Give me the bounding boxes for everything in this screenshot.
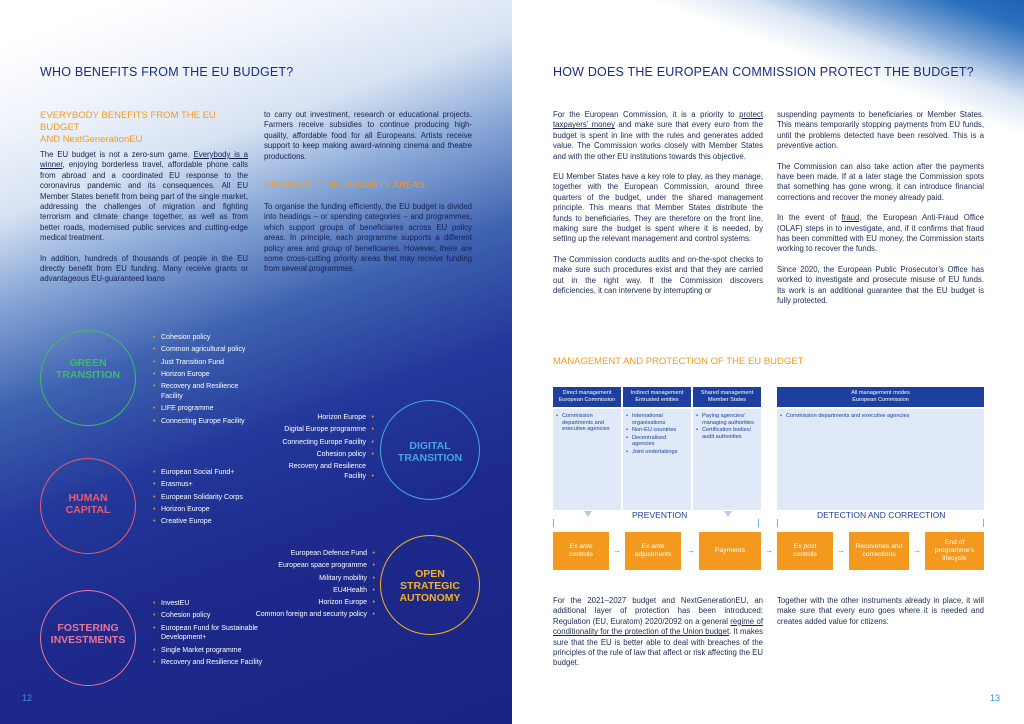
green-transition-title: GREEN TRANSITION: [55, 357, 121, 381]
protect-taxpayers-link[interactable]: protect taxpayers’ money: [553, 110, 763, 130]
list-item: • Common agricultural policy: [153, 345, 258, 355]
list-item: • European Solidarity Corps: [153, 493, 258, 503]
list-item: • Single Market programme: [153, 646, 283, 656]
prevention-bracket: [553, 519, 759, 527]
list-item: Common foreign and security policy •: [255, 610, 375, 620]
right-arrow-icon: →: [687, 546, 695, 555]
page-number-left: 12: [22, 693, 33, 703]
list-item: Recovery and Resilience Facility •: [282, 462, 374, 482]
left-column-1: [40, 110, 248, 285]
list-item: • European Social Fund+: [153, 468, 258, 478]
paragraph-conditionality: For the 2021–2027 budget and NextGenerationEU, an additional layer of protection has been introduced: Regulation (EU, Euratom) 2020/2092 on a general regime of conditionality for the protection of the Union budget. It makes sure that the EU is better able to deal with breaches of the principles of the rule of law that affect or risk affecting the EU budget.: [553, 596, 764, 668]
human-capital-title: HUMAN CAPITAL: [65, 492, 111, 516]
paragraph-suspending: suspending payments to beneficiaries or Member States. This means temporarily stopping payments from EU funds, until the problems detected have been resolved. This is a preventive action.: [777, 110, 984, 151]
paragraph-direct-benefit: In addition, hundreds of thousands of people in the EU directly benefit from EU funding. Many receive grants or advantageous EU-guaranteed loans: [40, 253, 248, 284]
list-item: European Defence Fund •: [255, 549, 375, 559]
list-item: • Cohesion policy: [153, 333, 258, 343]
paragraph-member-states: EU Member States have a key role to play, as they manage, together with the European Commission, around three quarters of the budget, under the shared management principle. This means that Member States distribute the funds to beneficiaries. They are therefore on the front line, making sure the budget is spent where it is needed, by setting up the relevant management and control systems.: [553, 172, 763, 244]
right-arrow-icon: →: [913, 546, 921, 555]
right-arrow-icon: →: [613, 546, 621, 555]
down-arrow-icon: [724, 511, 732, 517]
list-item: • LIFE programme: [153, 404, 258, 414]
prevention-label: PREVENTION: [629, 510, 690, 520]
step-payments: Payments: [699, 532, 761, 570]
detection-bracket: [777, 519, 984, 527]
management-item: • Commission departments and executive agencies: [780, 413, 981, 420]
column-header-shared: Shared management Member States: [693, 387, 761, 407]
step-ex-ante-controls: Ex ante controls: [553, 532, 609, 570]
digital-transition-title: DIGITAL TRANSITION: [397, 440, 463, 464]
paragraph-fraud: In the event of fraud, the European Anti-Fraud Office (OLAF) steps in to investigate, and, if it confirms that fraud has been committed with EU money, the Commission starts working to recover the funds.: [777, 213, 984, 254]
step-recoveries-corrections: Recoveries and corrections: [849, 532, 909, 570]
list-item: Connecting Europe Facility •: [282, 438, 374, 448]
list-item: • Recovery and Resilience Facility: [153, 658, 283, 668]
paragraph-eppo: Since 2020, the European Public Prosecutor’s Office has worked to investigate and prosecute misuse of EU funds. Its work is an additional guarantee that the EU budget is fully protected.: [777, 264, 984, 306]
management-item: • Commission departments and executive agencies: [556, 413, 618, 433]
column-header-indirect: Indirect management Entrusted entities: [623, 387, 691, 407]
list-item: Digital Europe programme •: [282, 425, 374, 435]
list-item: • Cohesion policy: [153, 611, 283, 621]
list-item: • Erasmus+: [153, 480, 258, 490]
list-item: • Horizon Europe: [153, 505, 258, 515]
paragraph-priority: For the European Commission, it is a priority to protect taxpayers’ money and make sure that every euro from the budget is spent in line with the rules and generates added value. The Commission works closely with Member States and with the other EU institutions towards this objective.: [553, 110, 763, 161]
open-strategic-autonomy-title: OPEN STRATEGIC AUTONOMY: [399, 568, 461, 604]
list-item: • InvestEU: [153, 599, 283, 609]
paragraph-after-payments: The Commission can also take action after the payments have been made. If at a later stage the Commission spots that something has gone wrong, it can introduce financial corrections and recover the money already paid.: [777, 161, 984, 202]
list-item: • Connecting Europe Facility: [153, 417, 258, 427]
column-header-direct: Direct management European Commission: [553, 387, 621, 407]
step-end-of-lifecycle: End of programme’s lifecycle: [925, 532, 984, 570]
right-column-1: [553, 110, 763, 297]
subheading-everybody-benefits: EVERYBODY BENEFITS FROM THE EU BUDGET AND NextGenerationEU: [40, 110, 216, 145]
left-page-title: WHO BENEFITS FROM THE EU BUDGET?: [40, 65, 294, 79]
list-item: European space programme •: [255, 561, 375, 571]
list-item: • European Fund for Sustainable Development+: [153, 624, 283, 644]
human-capital-list: [153, 468, 258, 529]
paragraph-zero-sum: The EU budget is not a zero-sum game. Everybody is a winner, enjoying borderless travel, affordable phone calls from abroad and a coordinated EU response to the coronavirus pandemic and its consequences. All EU Member States benefit from being part of the single market, addressing the challenges of migration and fighting terrorism and climate change together, as well as from better roads, modernised public services and cutting-edge medical treatment.: [40, 150, 248, 243]
right-page: [512, 0, 1024, 724]
right-arrow-icon: →: [765, 546, 773, 555]
step-ex-post-controls: Ex post controls: [777, 532, 833, 570]
right-column-2: [777, 110, 984, 307]
list-item: • Recovery and Resilience Facility: [153, 382, 258, 402]
right-arrow-icon: →: [837, 546, 845, 555]
paragraph-organise-funding: To organise the funding efficiently, the EU budget is divided into headings – or spending categories – and programmes, which support groups of beneficiaries across EU policy areas. In principle, each programme supports a different policy area and group of beneficiaries. However, there are some cross-cutting priority areas that may receive funding from several programmes.: [264, 202, 472, 274]
column-cell-shared: [693, 409, 761, 510]
management-title: MANAGEMENT AND PROTECTION OF THE EU BUDGET: [553, 356, 804, 367]
fostering-investments-title: FOSTERING INVESTMENTS: [50, 622, 126, 646]
management-item: • Non-EU countries: [626, 427, 688, 434]
management-item: • Paying agencies/ managing authorities: [696, 413, 758, 426]
step-ex-ante-adjustments: Ex ante adjustments: [625, 532, 681, 570]
right-bottom-col-1: [553, 596, 763, 669]
subheading-cross-cutting: CROSS-CUTTING PRIORITY AREAS: [264, 180, 425, 192]
list-item: • Just Transition Fund: [153, 358, 258, 368]
digital-transition-list: [282, 413, 374, 484]
fostering-investments-list: [153, 599, 283, 670]
column-cell-direct: [553, 409, 621, 510]
paragraph-audits: The Commission conducts audits and on-the-spot checks to make sure such procedures exist and that they are carried out in the right way. If the Commission discovers deficiencies, it can intervene by interrupting or: [553, 254, 763, 296]
paragraph-every-euro: Together with the other instruments already in place, it will make sure that every euro goes where it is needed and creates added value for citizens.: [777, 596, 984, 626]
list-item: EU4Health •: [255, 586, 375, 596]
list-item: • Creative Europe: [153, 517, 258, 527]
column-cell-all-modes: [777, 409, 984, 510]
conditionality-regime-link[interactable]: regime of conditionality for the protection of the Union budget: [553, 616, 763, 637]
left-column-2: [264, 110, 472, 275]
fraud-link[interactable]: fraud: [841, 213, 860, 223]
management-item: • International organisations: [626, 413, 688, 426]
list-item: Horizon Europe •: [255, 598, 375, 608]
down-arrow-icon: [584, 511, 592, 517]
list-item: • Horizon Europe: [153, 370, 258, 380]
column-header-all-modes: All management modes European Commission: [777, 387, 984, 407]
management-item: • Decentralised agencies: [626, 435, 688, 448]
management-item: • Joint undertakings: [626, 449, 688, 456]
detection-label: DETECTION AND CORRECTION: [814, 510, 948, 520]
list-item: Horizon Europe •: [282, 413, 374, 423]
right-bottom-col-2: [777, 596, 984, 627]
list-item: Cohesion policy •: [282, 450, 374, 460]
column-cell-indirect: [623, 409, 691, 510]
right-page-title: HOW DOES THE EUROPEAN COMMISSION PROTECT THE BUDGET?: [553, 65, 974, 79]
list-item: Military mobility •: [255, 574, 375, 584]
everybody-winner-link[interactable]: Everybody is a winner: [40, 150, 248, 170]
page-number-right: 13: [990, 693, 1001, 703]
paragraph-projects: to carry out investment, research or educational projects. Farmers receive subsidies to continue producing high-quality, affordable food for all Europeans. Artists receive support to keep making award-winning cinema and theatre productions.: [264, 110, 472, 161]
green-transition-list: [153, 333, 258, 429]
management-item: • Certification bodies/ audit authorities: [696, 427, 758, 440]
